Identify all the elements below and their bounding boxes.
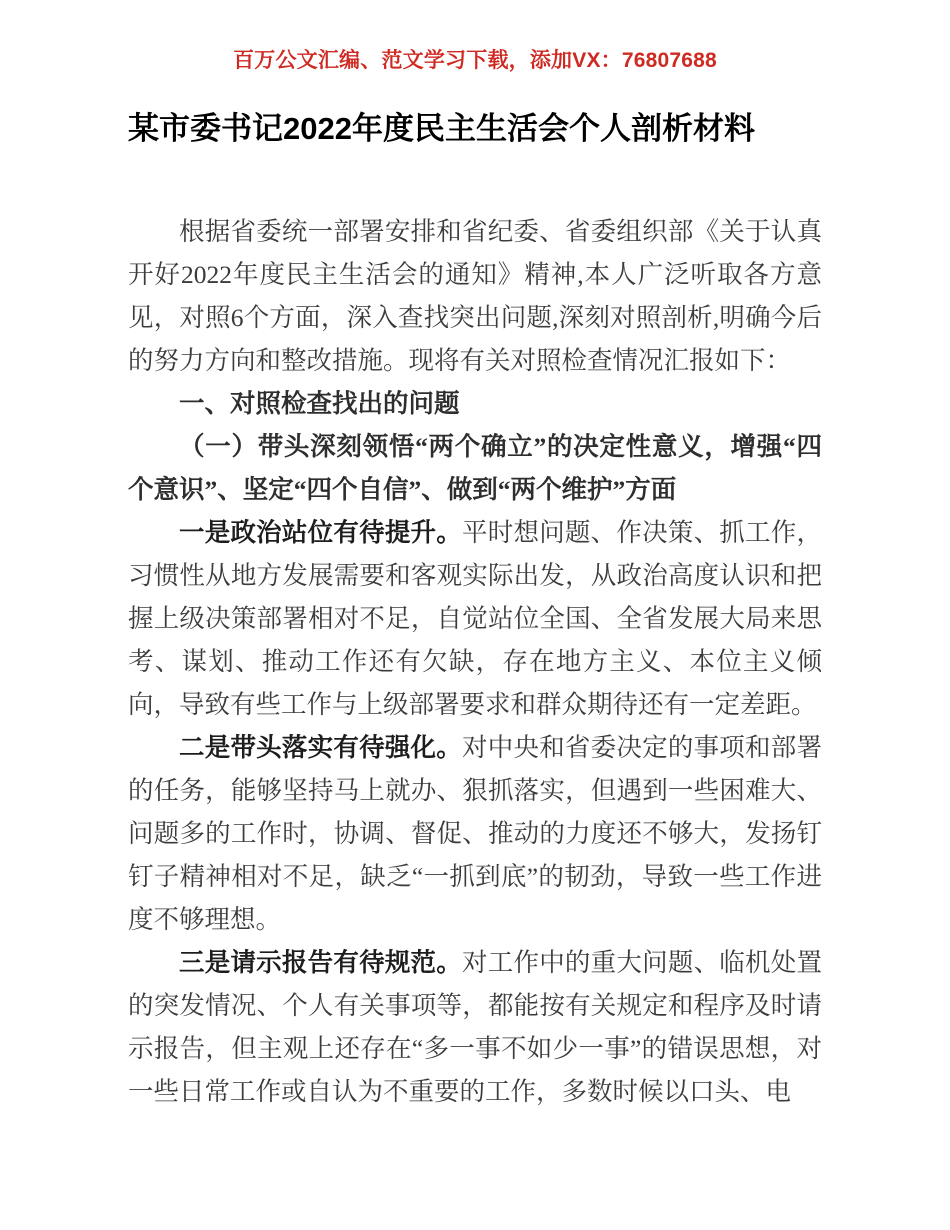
paragraph-intro: 根据省委统一部署安排和省纪委、省委组织部《关于认真开好2022年度民主生活会的通知》精神,本人广泛听取各方意见，对照6个方面，深入查找突出问题,深刻对照剖析,明确今后的努力方向和整改措施。现将有关对照检查情况汇报如下： (128, 217, 822, 375)
paragraph-item-1-text: 平时想问题、作决策、抓工作，习惯性从地方发展需要和客观实际出发，从政治高度认识和把握上级决策部署相对不足，自觉站位全国、全省发展大局来思考、谋划、推动工作还有欠缺，存在地方主义、本位主义倾向，导致有些工作与上级部署要求和群众期待还有一定差距。 (128, 518, 822, 719)
title-spacer (128, 150, 822, 210)
paragraph-item-2-lead: 二是带头落实有待强化。 (179, 733, 463, 762)
paragraph-item-3-lead: 三是请示报告有待规范。 (179, 948, 463, 977)
heading-section-1: 一、对照检查找出的问题 (179, 389, 460, 418)
paragraph-item-3-text: 对工作中的重大问题、临机处置的突发情况、个人有关事项等，都能按有关规定和程序及时请示报告，但主观上还存在“多一事不如少一事”的错误思想，对一些日常工作或自认为不重要的工作，多数时候以口头、电 (128, 948, 822, 1106)
paragraph-item-1-lead: 一是政治站位有待提升。 (179, 518, 463, 547)
document-title: 某市委书记2022年度民主生活会个人剖析材料 (128, 111, 755, 146)
promo-header-text: 百万公文汇编、范文学习下载，添加VX：76807688 (233, 49, 717, 72)
paragraph-item-2 (128, 726, 822, 941)
document-body (128, 108, 822, 1113)
heading-subsection-1-1: （一）带头深刻领悟“两个确立”的决定性意义，增强“四个意识”、坚定“四个自信”、做到“两个维护”方面 (128, 432, 822, 504)
paragraph-item-2-text: 对中央和省委决定的事项和部署的任务，能够坚持马上就办、狠抓落实，但遇到一些困难大、问题多的工作时，协调、督促、推动的力度还不够大，发扬钉钉子精神相对不足，缺乏“一抓到底”的韧劲，导致一些工作进度不够理想。 (128, 733, 822, 934)
paragraph-item-3 (128, 941, 822, 1113)
paragraph-item-1 (128, 511, 822, 726)
